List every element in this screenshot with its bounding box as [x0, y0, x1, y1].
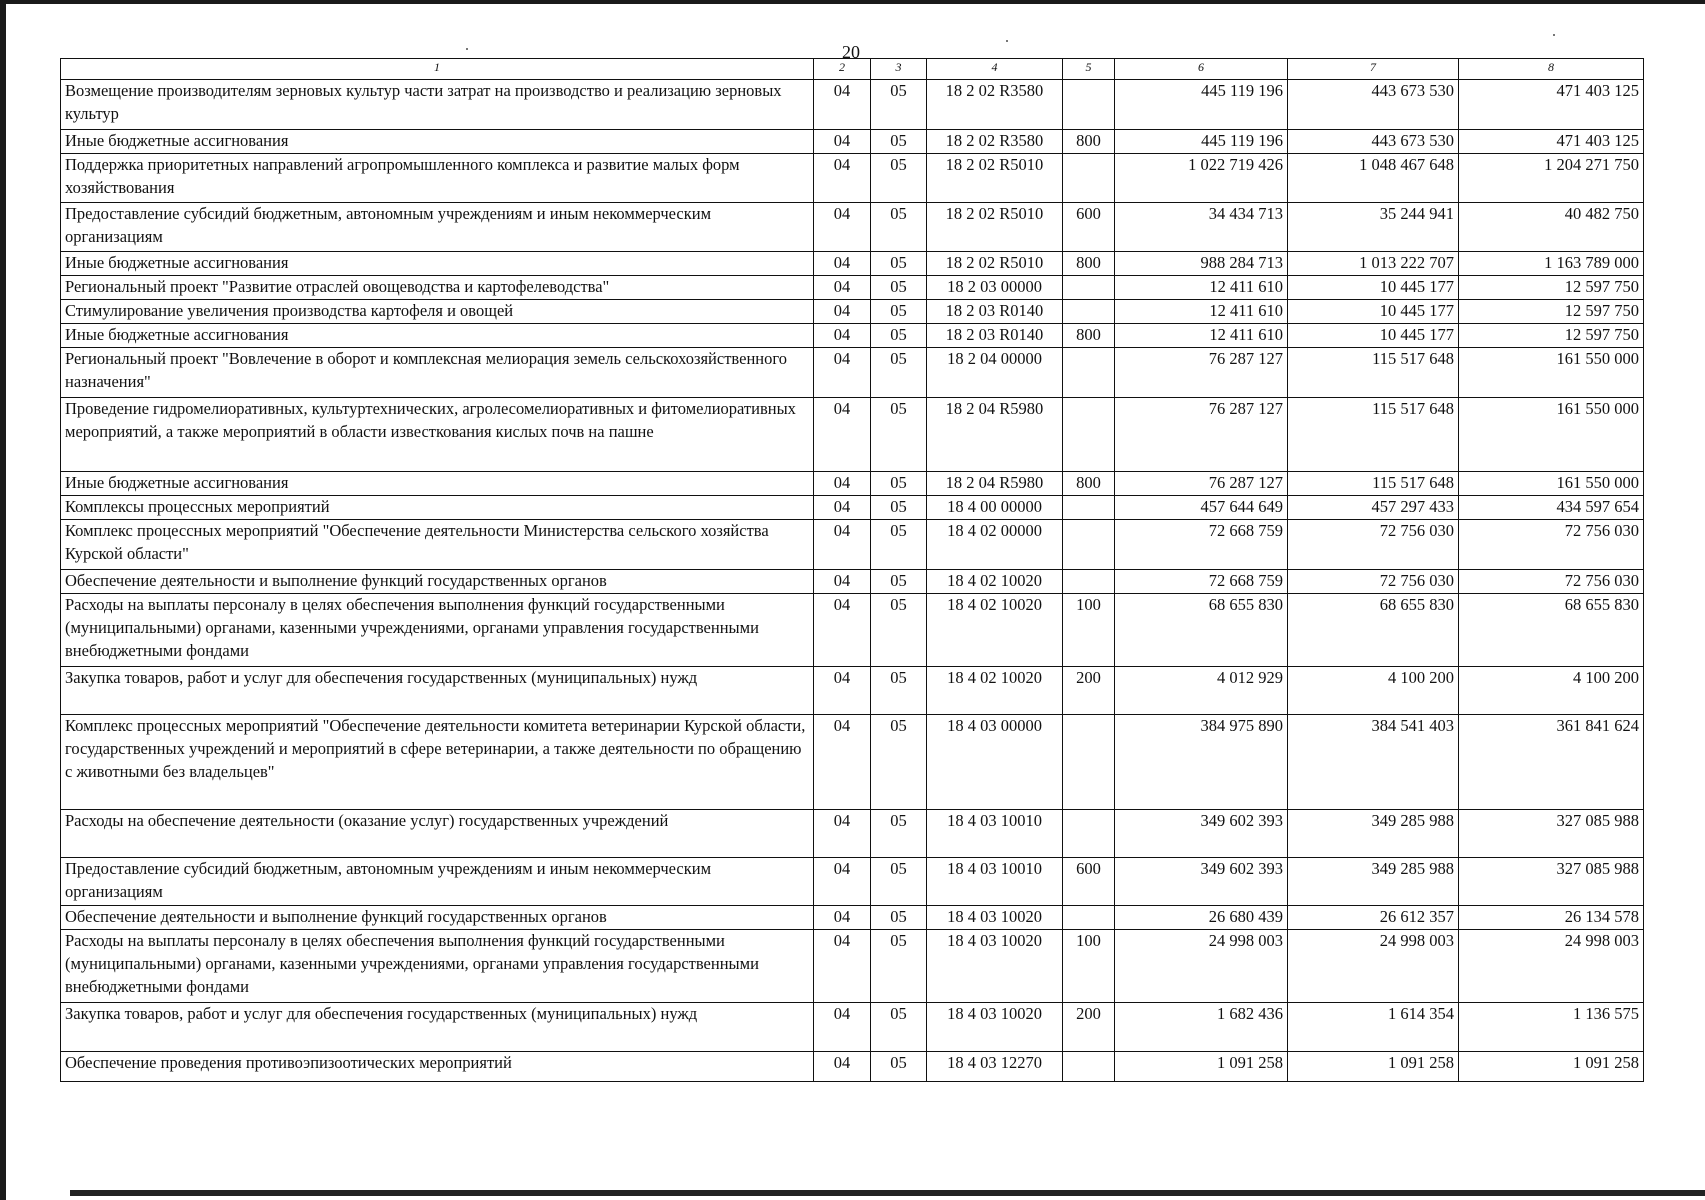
target-article-code: 18 4 03 12270: [927, 1052, 1063, 1082]
section-code: 04: [814, 398, 871, 472]
item-name: Расходы на выплаты персоналу в целях обеспечения выполнения функций государственными (муниципальными) органами, казенными учреждениями, органами управления государственными внебюджетными фондами: [61, 930, 814, 1003]
subsection-code: 05: [871, 906, 927, 930]
section-code: 04: [814, 858, 871, 906]
amount-col8: 26 134 578: [1459, 906, 1644, 930]
section-code: 04: [814, 930, 871, 1003]
header-cell: 4: [927, 59, 1063, 80]
amount-col6: 26 680 439: [1115, 906, 1288, 930]
expense-type-code: [1063, 715, 1115, 810]
amount-col7: 1 091 258: [1288, 1052, 1459, 1082]
table-row: [61, 300, 1644, 324]
item-name: Поддержка приоритетных направлений агропромышленного комплекса и развитие малых форм хозяйствования: [61, 154, 814, 203]
header-cell: 5: [1063, 59, 1115, 80]
amount-col6: 12 411 610: [1115, 324, 1288, 348]
expense-type-code: [1063, 1052, 1115, 1082]
expense-type-code: [1063, 398, 1115, 472]
target-article-code: 18 4 03 10020: [927, 906, 1063, 930]
amount-col7: 35 244 941: [1288, 203, 1459, 252]
amount-col7: 1 048 467 648: [1288, 154, 1459, 203]
item-name: Обеспечение деятельности и выполнение функций государственных органов: [61, 906, 814, 930]
amount-col6: 72 668 759: [1115, 520, 1288, 570]
expense-type-code: 600: [1063, 203, 1115, 252]
subsection-code: 05: [871, 858, 927, 906]
amount-col7: 443 673 530: [1288, 80, 1459, 130]
subsection-code: 05: [871, 252, 927, 276]
subsection-code: 05: [871, 715, 927, 810]
section-code: 04: [814, 570, 871, 594]
target-article-code: 18 4 02 10020: [927, 570, 1063, 594]
item-name: Иные бюджетные ассигнования: [61, 472, 814, 496]
header-cell: 3: [871, 59, 927, 80]
expense-type-code: [1063, 154, 1115, 203]
expense-type-code: [1063, 80, 1115, 130]
amount-col6: 4 012 929: [1115, 667, 1288, 715]
item-name: Обеспечение деятельности и выполнение функций государственных органов: [61, 570, 814, 594]
subsection-code: 05: [871, 276, 927, 300]
amount-col6: 384 975 890: [1115, 715, 1288, 810]
table-row: [61, 130, 1644, 154]
subsection-code: 05: [871, 1003, 927, 1052]
scan-speck: [1553, 34, 1555, 36]
subsection-code: 05: [871, 520, 927, 570]
table-row: [61, 858, 1644, 906]
header-cell: 8: [1459, 59, 1644, 80]
amount-col8: 361 841 624: [1459, 715, 1644, 810]
target-article-code: 18 2 04 R5980: [927, 398, 1063, 472]
subsection-code: 05: [871, 810, 927, 858]
section-code: 04: [814, 1052, 871, 1082]
amount-col6: 1 091 258: [1115, 1052, 1288, 1082]
amount-col7: 10 445 177: [1288, 324, 1459, 348]
table-row: [61, 348, 1644, 398]
subsection-code: 05: [871, 1052, 927, 1082]
amount-col8: 40 482 750: [1459, 203, 1644, 252]
target-article-code: 18 4 02 00000: [927, 520, 1063, 570]
subsection-code: 05: [871, 154, 927, 203]
header-cell: 7: [1288, 59, 1459, 80]
target-article-code: 18 2 04 00000: [927, 348, 1063, 398]
target-article-code: 18 4 03 10020: [927, 930, 1063, 1003]
expense-type-code: [1063, 810, 1115, 858]
section-code: 04: [814, 154, 871, 203]
target-article-code: 18 4 03 10010: [927, 858, 1063, 906]
amount-col7: 1 614 354: [1288, 1003, 1459, 1052]
table-row: [61, 906, 1644, 930]
item-name: Региональный проект "Вовлечение в оборот и комплексная мелиорация земель сельскохозяйственного назначения": [61, 348, 814, 398]
table-row: [61, 667, 1644, 715]
amount-col7: 115 517 648: [1288, 398, 1459, 472]
expense-type-code: [1063, 348, 1115, 398]
amount-col6: 76 287 127: [1115, 398, 1288, 472]
amount-col8: 471 403 125: [1459, 80, 1644, 130]
item-name: Расходы на обеспечение деятельности (оказание услуг) государственных учреждений: [61, 810, 814, 858]
table-row: [61, 715, 1644, 810]
amount-col8: 1 163 789 000: [1459, 252, 1644, 276]
table-row: [61, 1052, 1644, 1082]
amount-col7: 115 517 648: [1288, 472, 1459, 496]
table-row: [61, 570, 1644, 594]
item-name: Иные бюджетные ассигнования: [61, 252, 814, 276]
amount-col6: 76 287 127: [1115, 472, 1288, 496]
amount-col8: 68 655 830: [1459, 594, 1644, 667]
subsection-code: 05: [871, 203, 927, 252]
subsection-code: 05: [871, 930, 927, 1003]
expense-type-code: [1063, 520, 1115, 570]
amount-col8: 471 403 125: [1459, 130, 1644, 154]
subsection-code: 05: [871, 398, 927, 472]
amount-col6: 68 655 830: [1115, 594, 1288, 667]
amount-col6: 72 668 759: [1115, 570, 1288, 594]
target-article-code: 18 2 02 R3580: [927, 130, 1063, 154]
item-name: Региональный проект "Развитие отраслей овощеводства и картофелеводства": [61, 276, 814, 300]
subsection-code: 05: [871, 496, 927, 520]
section-code: 04: [814, 520, 871, 570]
target-article-code: 18 2 02 R5010: [927, 203, 1063, 252]
target-article-code: 18 2 02 R5010: [927, 252, 1063, 276]
target-article-code: 18 2 03 R0140: [927, 300, 1063, 324]
target-article-code: 18 2 02 R5010: [927, 154, 1063, 203]
subsection-code: 05: [871, 594, 927, 667]
table-row: [61, 80, 1644, 130]
budget-table: [60, 58, 1644, 1082]
table-row: [61, 398, 1644, 472]
target-article-code: 18 2 03 R0140: [927, 324, 1063, 348]
amount-col6: 12 411 610: [1115, 300, 1288, 324]
amount-col8: 327 085 988: [1459, 810, 1644, 858]
item-name: Комплекс процессных мероприятий "Обеспечение деятельности Министерства сельского хозяйства Курской области": [61, 520, 814, 570]
section-code: 04: [814, 252, 871, 276]
subsection-code: 05: [871, 667, 927, 715]
section-code: 04: [814, 594, 871, 667]
table-row: [61, 594, 1644, 667]
table-row: [61, 276, 1644, 300]
section-code: 04: [814, 130, 871, 154]
amount-col6: 1 022 719 426: [1115, 154, 1288, 203]
amount-col8: 12 597 750: [1459, 300, 1644, 324]
table-row: [61, 203, 1644, 252]
section-code: 04: [814, 324, 871, 348]
item-name: Предоставление субсидий бюджетным, автономным учреждениям и иным некоммерческим организациям: [61, 858, 814, 906]
subsection-code: 05: [871, 130, 927, 154]
amount-col8: 434 597 654: [1459, 496, 1644, 520]
amount-col6: 24 998 003: [1115, 930, 1288, 1003]
amount-col6: 349 602 393: [1115, 810, 1288, 858]
expense-type-code: 800: [1063, 252, 1115, 276]
table-row: [61, 930, 1644, 1003]
section-code: 04: [814, 472, 871, 496]
scan-speck: [466, 48, 468, 50]
scan-edge-bottom: [70, 1190, 1705, 1196]
item-name: Стимулирование увеличения производства картофеля и овощей: [61, 300, 814, 324]
expense-type-code: [1063, 906, 1115, 930]
subsection-code: 05: [871, 324, 927, 348]
amount-col7: 443 673 530: [1288, 130, 1459, 154]
target-article-code: 18 4 02 10020: [927, 667, 1063, 715]
target-article-code: 18 4 03 10010: [927, 810, 1063, 858]
header-cell: 1: [61, 59, 814, 80]
table-row: [61, 496, 1644, 520]
section-code: 04: [814, 1003, 871, 1052]
table-row: [61, 252, 1644, 276]
item-name: Обеспечение проведения противоэпизоотических мероприятий: [61, 1052, 814, 1082]
subsection-code: 05: [871, 80, 927, 130]
table-row: [61, 472, 1644, 496]
amount-col7: 68 655 830: [1288, 594, 1459, 667]
expense-type-code: 600: [1063, 858, 1115, 906]
expense-type-code: [1063, 276, 1115, 300]
item-name: Иные бюджетные ассигнования: [61, 130, 814, 154]
amount-col6: 1 682 436: [1115, 1003, 1288, 1052]
item-name: Комплексы процессных мероприятий: [61, 496, 814, 520]
scan-edge-top: [0, 0, 1705, 4]
page-number: 20: [842, 42, 860, 62]
amount-col8: 1 091 258: [1459, 1052, 1644, 1082]
amount-col8: 1 204 271 750: [1459, 154, 1644, 203]
item-name: Проведение гидромелиоративных, культуртехнических, агролесомелиоративных и фитомелиоративных мероприятий, а также мероприятий в области известкования кислых почв на пашне: [61, 398, 814, 472]
amount-col7: 72 756 030: [1288, 520, 1459, 570]
scan-edge-left: [0, 0, 6, 1200]
amount-col6: 76 287 127: [1115, 348, 1288, 398]
scan-speck: [1006, 40, 1008, 42]
amount-col7: 72 756 030: [1288, 570, 1459, 594]
section-code: 04: [814, 80, 871, 130]
section-code: 04: [814, 496, 871, 520]
expense-type-code: 800: [1063, 472, 1115, 496]
amount-col8: 12 597 750: [1459, 324, 1644, 348]
target-article-code: 18 2 03 00000: [927, 276, 1063, 300]
target-article-code: 18 4 02 10020: [927, 594, 1063, 667]
item-name: Возмещение производителям зерновых культур части затрат на производство и реализацию зерновых культур: [61, 80, 814, 130]
item-name: Иные бюджетные ассигнования: [61, 324, 814, 348]
amount-col7: 26 612 357: [1288, 906, 1459, 930]
section-code: 04: [814, 203, 871, 252]
table-row: [61, 324, 1644, 348]
expense-type-code: 800: [1063, 324, 1115, 348]
section-code: 04: [814, 667, 871, 715]
subsection-code: 05: [871, 300, 927, 324]
target-article-code: 18 4 00 00000: [927, 496, 1063, 520]
amount-col7: 10 445 177: [1288, 276, 1459, 300]
section-code: 04: [814, 715, 871, 810]
amount-col7: 115 517 648: [1288, 348, 1459, 398]
amount-col8: 1 136 575: [1459, 1003, 1644, 1052]
expense-type-code: [1063, 570, 1115, 594]
item-name: Закупка товаров, работ и услуг для обеспечения государственных (муниципальных) нужд: [61, 1003, 814, 1052]
item-name: Закупка товаров, работ и услуг для обеспечения государственных (муниципальных) нужд: [61, 667, 814, 715]
table-row: [61, 810, 1644, 858]
header-cell: 6: [1115, 59, 1288, 80]
header-cell: 2: [814, 59, 871, 80]
section-code: 04: [814, 276, 871, 300]
table-row: [61, 154, 1644, 203]
expense-type-code: [1063, 300, 1115, 324]
amount-col7: 457 297 433: [1288, 496, 1459, 520]
amount-col8: 161 550 000: [1459, 398, 1644, 472]
amount-col8: 161 550 000: [1459, 348, 1644, 398]
section-code: 04: [814, 810, 871, 858]
amount-col7: 24 998 003: [1288, 930, 1459, 1003]
item-name: Комплекс процессных мероприятий "Обеспечение деятельности комитета ветеринарии Курской области, государственных учреждений и мероприятий в сфере ветеринарии, а также деятельности по обращению с животными без владельцев": [61, 715, 814, 810]
amount-col6: 988 284 713: [1115, 252, 1288, 276]
amount-col6: 457 644 649: [1115, 496, 1288, 520]
amount-col6: 34 434 713: [1115, 203, 1288, 252]
item-name: Расходы на выплаты персоналу в целях обеспечения выполнения функций государственными (муниципальными) органами, казенными учреждениями, органами управления государственными внебюджетными фондами: [61, 594, 814, 667]
target-article-code: 18 4 03 10020: [927, 1003, 1063, 1052]
amount-col8: 12 597 750: [1459, 276, 1644, 300]
expense-type-code: 800: [1063, 130, 1115, 154]
amount-col6: 445 119 196: [1115, 80, 1288, 130]
item-name: Предоставление субсидий бюджетным, автономным учреждениям и иным некоммерческим организациям: [61, 203, 814, 252]
subsection-code: 05: [871, 570, 927, 594]
amount-col8: 72 756 030: [1459, 570, 1644, 594]
section-code: 04: [814, 906, 871, 930]
expense-type-code: 100: [1063, 930, 1115, 1003]
amount-col7: 384 541 403: [1288, 715, 1459, 810]
amount-col6: 349 602 393: [1115, 858, 1288, 906]
amount-col8: 161 550 000: [1459, 472, 1644, 496]
subsection-code: 05: [871, 348, 927, 398]
target-article-code: 18 4 03 00000: [927, 715, 1063, 810]
amount-col8: 327 085 988: [1459, 858, 1644, 906]
amount-col6: 12 411 610: [1115, 276, 1288, 300]
amount-col7: 4 100 200: [1288, 667, 1459, 715]
target-article-code: 18 2 04 R5980: [927, 472, 1063, 496]
expense-type-code: 200: [1063, 667, 1115, 715]
table-row: [61, 520, 1644, 570]
table-row: [61, 1003, 1644, 1052]
amount-col8: 4 100 200: [1459, 667, 1644, 715]
amount-col8: 72 756 030: [1459, 520, 1644, 570]
expense-type-code: 100: [1063, 594, 1115, 667]
expense-type-code: 200: [1063, 1003, 1115, 1052]
amount-col6: 445 119 196: [1115, 130, 1288, 154]
amount-col7: 349 285 988: [1288, 810, 1459, 858]
expense-type-code: [1063, 496, 1115, 520]
amount-col7: 1 013 222 707: [1288, 252, 1459, 276]
target-article-code: 18 2 02 R3580: [927, 80, 1063, 130]
section-code: 04: [814, 300, 871, 324]
amount-col7: 10 445 177: [1288, 300, 1459, 324]
table-header-row: [61, 59, 1644, 80]
section-code: 04: [814, 348, 871, 398]
amount-col7: 349 285 988: [1288, 858, 1459, 906]
amount-col8: 24 998 003: [1459, 930, 1644, 1003]
subsection-code: 05: [871, 472, 927, 496]
